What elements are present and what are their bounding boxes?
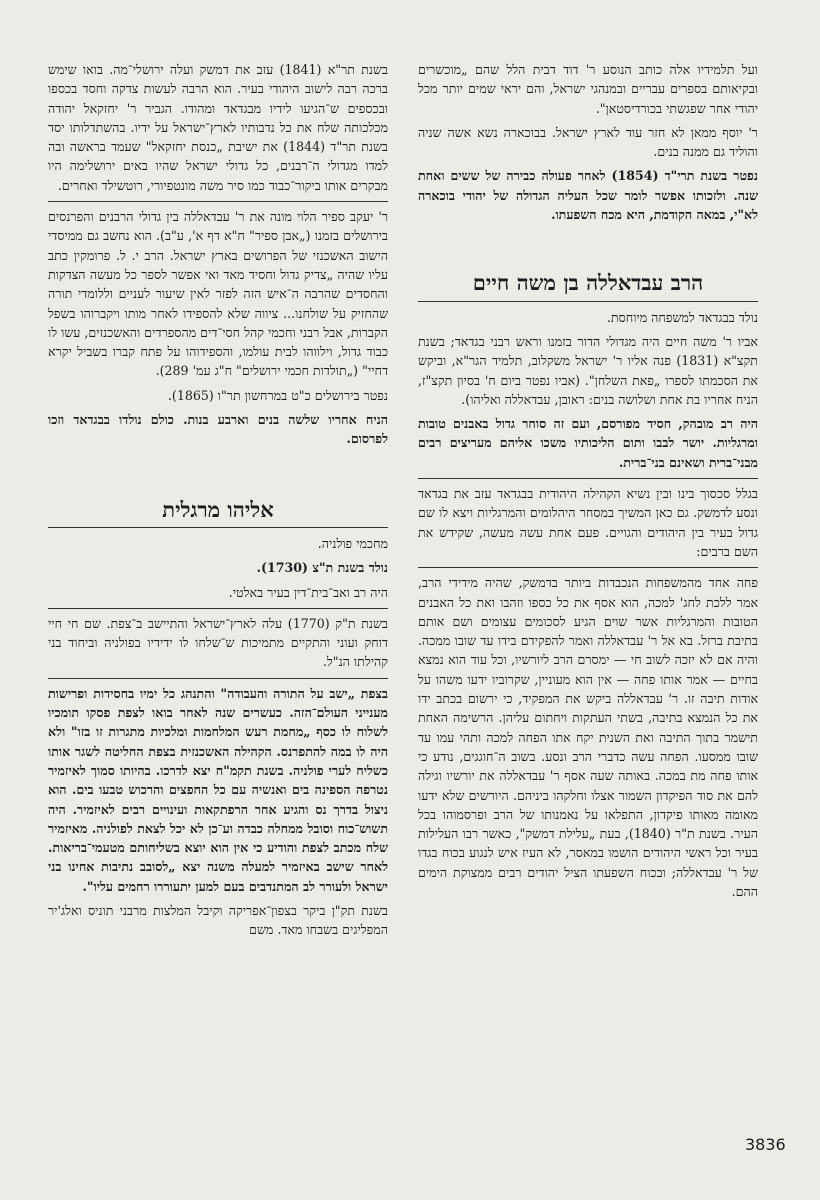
paragraph: בצפת „ישב על התורה והעבודה" והתנהג כל ימיו בחסידות ופרישות מענייני העולם־הזה. כעשרים שנה לאחר בואו לצפת פסקו תומכיו לשלוח לו כסף „מחמת רעש המלחמות ומלכיות מתגרות זו בזו" ולא היה לו במה להתפרנס. הקהילה האשכנזית בצפת החליטה לשגר אותו כשליח לערי פולניה. בשנת תקמ"ח יצא לדרכו. בהיותו סמוך לאיזמיר נטרפה הספינה בים ואנשיה עם כל החפצים והרכוש טבעו בים. הוא ניצול בדרך נס והגיע אחר הרפתקאות ועינויים רבים לאיזמיר. היה תשוש־כוח וסובל ממחלה כבדה וע־כן לא יכל לצאת לפולניה. מאיזמיר שלח מכתב לצפת והודיע כי אין הוא יוצא בשליחותם מטעמי־בריאות. לאחר שישב באיזמיר למעלה משנה יצא „לסובב נתיבות אחינו בני ישראל ולעורר לב המתנדבים בעם למען יתעוררו רחמים עליו". [48, 685, 388, 894]
paragraph: אביו ר' משה חיים היה מגדולי הדור בזמנו וראש רבני בגדאד; בשנת תקצ"א (1831) פנה אליו ר' ישראל משקלוב, תלמיד הגר"א, וביקש את הסכמתו לספרו „פאת השלחן". (אביו נפטר ביום ח' בסיון תקצ"ז, הניח אחריו בת אחת ושלושה בנים: ראובן, עבדאללה ואליהו). [418, 333, 758, 407]
paragraph: מחכמי פולניה. [317, 535, 388, 551]
divider [418, 478, 758, 479]
paragraph: ר' יוסף ממאן לא חזר עוד לארץ ישראל. בבוכארה נשא אשה שניה והוליד גם ממנה בנים. [418, 124, 758, 160]
paragraph: ועל תלמידיו אלה כותב הנוסע ר' דוד דבית הלל שהם „מוכשרים ובקיאותם בספרים עבריים ובמנהגי ישראל, והם יראי שמים יותר מכל יהודי אחר שפגשתי בכורדיסטאן". [418, 62, 758, 116]
divider [48, 678, 388, 679]
paragraph: נולד בבגדאד למשפחה מיוחסת. [606, 309, 758, 325]
paragraph: נפטר בירושלים כ"ט במרחשון תר"ו (1865). [167, 387, 388, 403]
title-rule [48, 527, 388, 528]
page-number: 3836 [745, 1135, 786, 1154]
section-title: אליהו מרגלית [162, 496, 274, 522]
paragraph: פחה אחד מהמשפחות הנכבדות ביותר בדמשק, שהיה מידידי הרב, אמר ללכת לחג' למכה, הוא אסף את כל כספו וזהבו ואת כל האבנים הטובות והמרגליות אשר שוים הגיע לסכומים עצומים ושם אותם בתיבת ברזל. בא אל ר' עבדאללה ואמר להפקידם בידו עד שובו ממכה. והיה אם לא יזכה לשוב חי — ימסרם הרב ליורשיו, וכל עוד הוא נמצא בחיים — אמר אותו פחה — אין הוא מעוניין, שקרוביו ידעו משהו על אודות תיבה זו. ר' עבדאללה ביקש את המפקיד, כי ירשום בכתב ידו את כל הנמצא בתיבה, בשתי העתקות ויחתום עליהן. הרשימה האחת תישמר בתוך התיבה ואת השנית יקח אתו הפחה למכה ותהי עמו עד שובו ממסעו. הפחה עשה כדברי הרב ונסע. בשוב ה־חוגגים, נודע כי אותו פחה מת במכה. באותה שעה אסף ר' עבדאללה את יורשיו וגילה להם את סוד הפיקדון השמור אצלו וחלקהו ביניהם. היורשים שלא ידעו מאומה מאותו פיקדון, התפלאו על נאמנותו של הרב ופרסמוהו בכל העיר. בשנת ת"ר (1840), בעת „עלילת דמשק", כאשר רבו העלילות בעיר וכל ראשי היהודים הושמו במאסר, לא העיז איש לנגוע בכוח בגדו של ר' עבדאללה; ובכוח השפעתו הציל יהודים רבים ממצוקת הימים ההם. [418, 575, 758, 899]
paragraph: בגלל סכסוך בינו ובין נשיא הקהילה היהודית בבגדאד עזב את בגדאד ונסע לדמשק. גם כאן המשיך במסחר היהלומים והמרגליות ויצא לו שם גדול בעיר בין היהודים והגויים. פעם אחת עשה מעשה, שקידש את השם ברבים: [418, 486, 758, 559]
right-column [418, 60, 758, 906]
divider [48, 201, 388, 202]
paragraph: בשנת ת"ק (1770) עלה לארץ־ישראל והתיישב ב־צפת. שם חי חיי דוחק ועוני והתקיים מתמיכות ש־שלחו לו ידידיו בפולניה וביחוד בני קהילתו הנ"ל. [48, 615, 388, 670]
paragraph: בשנת תר"א (1841) עזב את דמשק ועלה ירושלי־מה. בואו שימש ברכה רבה לישוב היהודי בעיר. הוא הרבה לעשות צדקה וחסד בכספו ובכספים ש־הגיעו לידיו מבגדאד ומהודו. הגביר ר' יחזקאל יהודה מכלכותה שלח את כל נדבותיו לארץ־ישראל על ידיו. בהשתדלותו יסד בשנת תר"ד (1844) את ישיבת „כנסת יחזקאל" שעמד בראשה ובה למדו מגדולי ה־רבנים, כל גדולי ישראל שהיו באים ירושלימה היו מבקרים אותו ביקור־כבוד כמו סיר משה מונטפיורי, רוטשילד ואחרים. [48, 62, 388, 193]
paragraph: היה רב ואב־בית־דין בעיר באלטי. [228, 584, 388, 600]
paragraph: ר' יעקב ספיר הלוי מונה את ר' עבדאללה בין גדולי הרבנים והפרנסים בירושלים בזמנו („אבן ספיר" ח"א דף א', ע"ב). הוא נחשב גם ממיסדי הישוב האשכנזי של הפרושים בארץ ישראל. הרב י. ל. פרומקין כתב עליו שהיה „צדיק גדול וחסיד מאד ואי אפשר לספר כל מעשה הצדקות והחסדים שהרבה ה־איש הזה לפזר לאין שיעור לעניים וללומדי תורה שהחזיק על שולחנו... ציווה שלא להספידו לאחר מותו ויקברוהו בשפל הקברות, אבל רבני וחכמי קהל חסי־דים מהספרדים והאשכנזים, עשו לו כבוד גדול, וילווהו לבית עולמו, והספידוהו על פתח קברו בשביל יקרא דחיי" („תולדות חכמי ירושלים" ח"ג עמ' 289). [48, 209, 388, 379]
divider [48, 608, 388, 609]
divider [418, 567, 758, 568]
paragraph: נולד בשנת ת"צ (1730). [256, 560, 388, 576]
paragraph: הניח אחריו שלשה בנים וארבע בנות. כולם נולדו בבגדאד וזכו לפרסום. [48, 412, 388, 447]
left-column [48, 60, 388, 945]
title-rule [418, 301, 758, 302]
section-title: הרב עבדאללה בן משה חיים [472, 270, 704, 296]
paragraph: היה רב מובהק, חסיד מפורסם, ועם זה סוחר גדול באבנים טובות ומרגליות. יושר לבבו ותום הליכותיו משכו אליהם מעריצים רבים מבני־ברית ושאינם בני־ברית. [418, 416, 758, 470]
paragraph: נפטר בשנת תרי"ד (1854) לאחר פעולה כבירה של ששים ואחת שנה. ולזכותו אפשר לומר שכל העליה הגדולה של יהודי בוכארה לא"י, במאה הקודמת, היא מכח השפעתו. [418, 168, 758, 223]
paragraph: בשנת תק"ן ביקר בצפון־אפריקה וקיבל המלצות מרבני תוניס ואלג'יר המפליגים בשבחו מאד. משם [48, 902, 388, 938]
